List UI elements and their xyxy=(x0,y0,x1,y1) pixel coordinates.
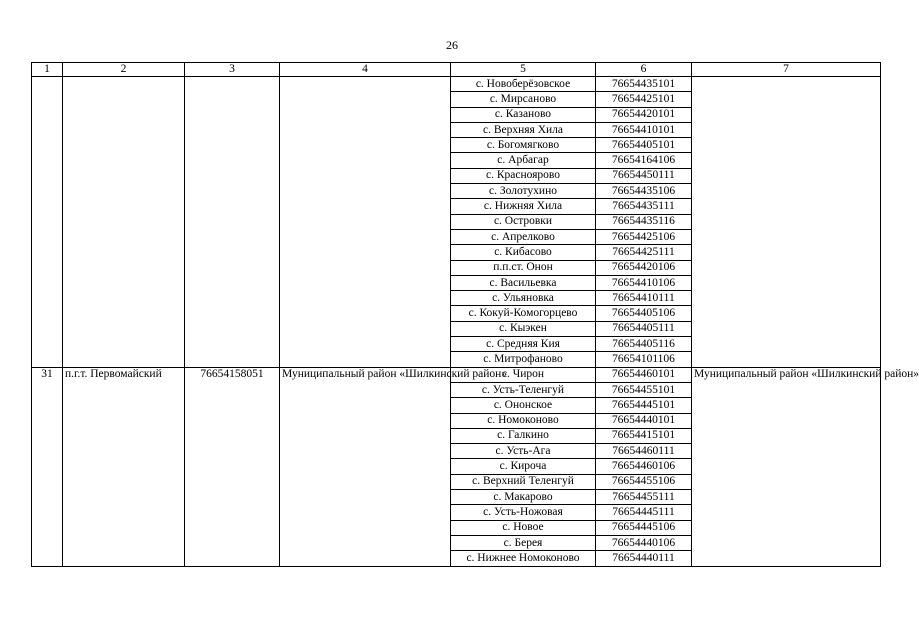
locality-oktmo-cell: 76654460101 xyxy=(596,367,692,382)
locality-oktmo-cell: 76654455101 xyxy=(596,382,692,397)
column-header: 4 xyxy=(280,63,451,77)
table-row xyxy=(32,77,881,92)
locality-cell: с. Островки xyxy=(451,214,596,229)
locality-cell: с. Усть-Ножовая xyxy=(451,505,596,520)
table-row xyxy=(32,367,881,382)
locality-oktmo-cell: 76654101106 xyxy=(596,352,692,367)
row-number-cell: 31 xyxy=(32,367,63,566)
locality-cell: с. Новоберёзовское xyxy=(451,77,596,92)
settlement-name-cell: п.г.т. Первомайский xyxy=(63,367,185,566)
settlement-name-cell xyxy=(63,77,185,368)
locality-oktmo-cell: 76654420101 xyxy=(596,107,692,122)
locality-oktmo-cell: 76654405116 xyxy=(596,337,692,352)
locality-oktmo-cell: 76654455106 xyxy=(596,474,692,489)
locality-oktmo-cell: 76654420106 xyxy=(596,260,692,275)
settlements-table xyxy=(31,62,919,567)
municipality-cell: Муниципальный район «Шилкинский район» xyxy=(280,367,451,566)
locality-cell: с. Арбагар xyxy=(451,153,596,168)
page-number: 26 xyxy=(446,38,458,52)
column-header: 2 xyxy=(63,63,185,77)
locality-oktmo-cell: 76654435101 xyxy=(596,77,692,92)
locality-oktmo-cell: 76654410101 xyxy=(596,122,692,137)
locality-cell: с. Мирсаново xyxy=(451,92,596,107)
municipality-cell xyxy=(280,77,451,368)
locality-cell: с. Кибасово xyxy=(451,245,596,260)
column-header: 1 xyxy=(32,63,63,77)
locality-oktmo-cell: 76654410111 xyxy=(596,291,692,306)
oktmo-code-cell: 76654158051 xyxy=(185,367,280,566)
locality-cell: с. Средняя Кия xyxy=(451,337,596,352)
locality-cell: с. Казаново xyxy=(451,107,596,122)
locality-oktmo-cell: 76654435106 xyxy=(596,184,692,199)
locality-cell: с. Ононское xyxy=(451,398,596,413)
locality-cell: с. Ульяновка xyxy=(451,291,596,306)
locality-oktmo-cell: 76654460106 xyxy=(596,459,692,474)
locality-cell: с. Галкино xyxy=(451,428,596,443)
locality-cell: с. Кироча xyxy=(451,459,596,474)
locality-oktmo-cell: 76654460111 xyxy=(596,444,692,459)
table-body xyxy=(32,77,919,567)
locality-cell: с. Чирон xyxy=(451,367,596,382)
locality-oktmo-cell: 76654440106 xyxy=(596,535,692,550)
locality-cell: с. Апрелково xyxy=(451,229,596,244)
locality-cell: с. Усть-Ага xyxy=(451,444,596,459)
locality-oktmo-cell: 76654435116 xyxy=(596,214,692,229)
column-header: 5 xyxy=(451,63,596,77)
column-header: 6 xyxy=(596,63,692,77)
locality-oktmo-cell: 76654450111 xyxy=(596,168,692,183)
locality-oktmo-cell: 76654405101 xyxy=(596,138,692,153)
locality-cell: с. Макарово xyxy=(451,490,596,505)
row-number-cell xyxy=(32,77,63,368)
locality-oktmo-cell: 76654425106 xyxy=(596,229,692,244)
locality-cell: с. Васильевка xyxy=(451,275,596,290)
locality-oktmo-cell: 76654410106 xyxy=(596,275,692,290)
locality-cell: с. Нижнее Номоконово xyxy=(451,551,596,566)
locality-cell: с. Кыэкен xyxy=(451,321,596,336)
locality-oktmo-cell: 76654425101 xyxy=(596,92,692,107)
column-header: 7 xyxy=(692,63,881,77)
locality-oktmo-cell: 76654445101 xyxy=(596,398,692,413)
locality-cell: с. Нижняя Хила xyxy=(451,199,596,214)
locality-cell: с. Номоконово xyxy=(451,413,596,428)
locality-oktmo-cell: 76654445106 xyxy=(596,520,692,535)
locality-cell: с. Верхний Теленгуй xyxy=(451,474,596,489)
locality-cell: с. Богомягково xyxy=(451,138,596,153)
locality-cell: с. Усть-Теленгуй xyxy=(451,382,596,397)
locality-oktmo-cell: 76654425111 xyxy=(596,245,692,260)
header-row xyxy=(32,63,881,77)
target-municipality-cell xyxy=(692,77,881,368)
locality-cell: с. Митрофаново xyxy=(451,352,596,367)
locality-cell: с. Золотухино xyxy=(451,184,596,199)
locality-oktmo-cell: 76654405111 xyxy=(596,321,692,336)
locality-cell: с. Красноярово xyxy=(451,168,596,183)
locality-oktmo-cell: 76654440101 xyxy=(596,413,692,428)
locality-oktmo-cell: 76654455111 xyxy=(596,490,692,505)
locality-oktmo-cell: 76654440111 xyxy=(596,551,692,566)
locality-cell: с. Берея xyxy=(451,535,596,550)
locality-cell: с. Новое xyxy=(451,520,596,535)
column-header: 3 xyxy=(185,63,280,77)
locality-cell: с. Верхняя Хила xyxy=(451,122,596,137)
locality-cell: п.п.ст. Онон xyxy=(451,260,596,275)
locality-oktmo-cell: 76654415101 xyxy=(596,428,692,443)
locality-oktmo-cell: 76654445111 xyxy=(596,505,692,520)
locality-oktmo-cell: 76654405106 xyxy=(596,306,692,321)
locality-oktmo-cell: 76654435111 xyxy=(596,199,692,214)
target-municipality-cell: Муниципальный район «Шилкинский район» xyxy=(692,367,881,566)
oktmo-code-cell xyxy=(185,77,280,368)
locality-oktmo-cell: 76654164106 xyxy=(596,153,692,168)
locality-cell: с. Кокуй-Комогорцево xyxy=(451,306,596,321)
